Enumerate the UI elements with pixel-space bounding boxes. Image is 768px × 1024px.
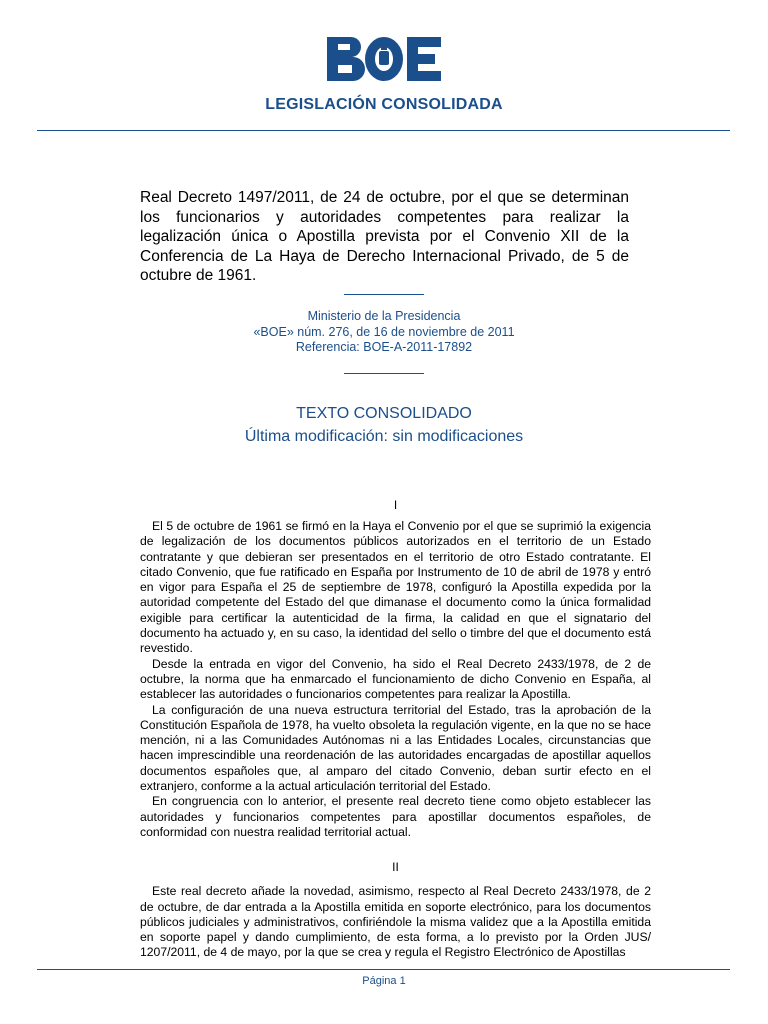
section-heading: I — [393, 498, 398, 512]
footer-divider — [37, 969, 730, 970]
body-paragraph: En congruencia con lo anterior, el presente real decreto tiene como objeto establecer las autoridades y funcionarios competentes para apostillar documentos españoles, de conformidad con nuestra realidad territorial actual. — [140, 794, 651, 839]
document-title: Real Decreto 1497/2011, de 24 de octubre, por el que se determinan los funcionarios y autoridades competentes para realizar la legalización única o Apostilla prevista por el Convenio XII de la Conferencia de La Haya de Derecho Internacional Privado, de 5 de octubre de 1961. — [140, 189, 629, 284]
logo-letter-e — [407, 37, 441, 81]
logo-letter-b — [327, 37, 365, 81]
meta-divider-bottom — [344, 373, 424, 374]
document-metadata — [0, 309, 768, 356]
last-modified: Última modificación: sin modificaciones — [244, 428, 524, 445]
consolidated-label: TEXTO CONSOLIDADO — [296, 405, 472, 422]
header-divider — [37, 130, 730, 131]
page-number: Página 1 — [362, 975, 406, 987]
meta-divider-top — [344, 294, 424, 295]
ministry: Ministerio de la Presidencia — [307, 309, 461, 323]
logo-letter-o — [365, 37, 403, 81]
body-paragraph: La configuración de una nueva estructura territorial del Estado, tras la aprobación de la Constitución Española de 1978, ha vuelto obsoleta la regulación vigente, en la que no se hace mención, ni a las Comunidades Autónomas ni a las Entidades Locales, circunstancias que hacen imprescindible una reordenación de las autoridades encargadas de apostillar aquellos documentos españoles que, al amparo del citado Convenio, deban surtir efecto en el extranjero, conforme a la actual articulación territorial del Estado. — [140, 702, 651, 794]
body-paragraph: Este real decreto añade la novedad, asimismo, respecto al Real Decreto 2433/1978, de 2 de octubre, de dar entrada a la Apostilla emitida en soporte electrónico, para los documentos públicos judiciales y administrativos, confiriéndole la misma validez que a la Apostilla emitida en soporte papel y dando cumplimiento, de esta forma, a lo previsto por la Orden JUS/ 1207/2011, de 4 de mayo, por la que se crea y regula el Registro Electrónico de Apostillas — [140, 884, 651, 960]
document-reference: Referencia: BOE-A-2011-17892 — [295, 340, 473, 354]
body-paragraph: Desde la entrada en vigor del Convenio, ha sido el Real Decreto 2433/1978, de 2 de octubre, la norma que ha enmarcado el funcionamiento de dicho Convenio en España, al establecer las autoridades o funcionarios competentes para realizar la Apostilla. — [140, 656, 651, 702]
body-paragraph: El 5 de octubre de 1961 se firmó en la Haya el Convenio por el que se suprimió la exigencia de legalización de los documentos públicos autorizados en el territorio de un Estado contratante y que debieran ser presentados en el territorio de otro Estado contratante. El citado Convenio, que fue ratificado en España por Instrumento de 10 de abril de 1978 y entró en vigor para España el 25 de septiembre de 1978, configuró la Apostilla expedida por la autoridad competente del Estado del que dimanase el documento como la única formalidad exigible para certificar la autenticidad de la firma, la calidad en que el signatario del documento ha actuado y, en su caso, la identidad del sello o timbre del que el documento está revestido. — [140, 519, 651, 656]
document-body — [140, 497, 651, 961]
boe-issue-reference: «BOE» núm. 276, de 16 de noviembre de 2011 — [253, 324, 515, 339]
section-heading: II — [392, 860, 399, 875]
header-title: LEGISLACIÓN CONSOLIDADA — [265, 96, 503, 113]
boe-logo — [327, 37, 441, 81]
